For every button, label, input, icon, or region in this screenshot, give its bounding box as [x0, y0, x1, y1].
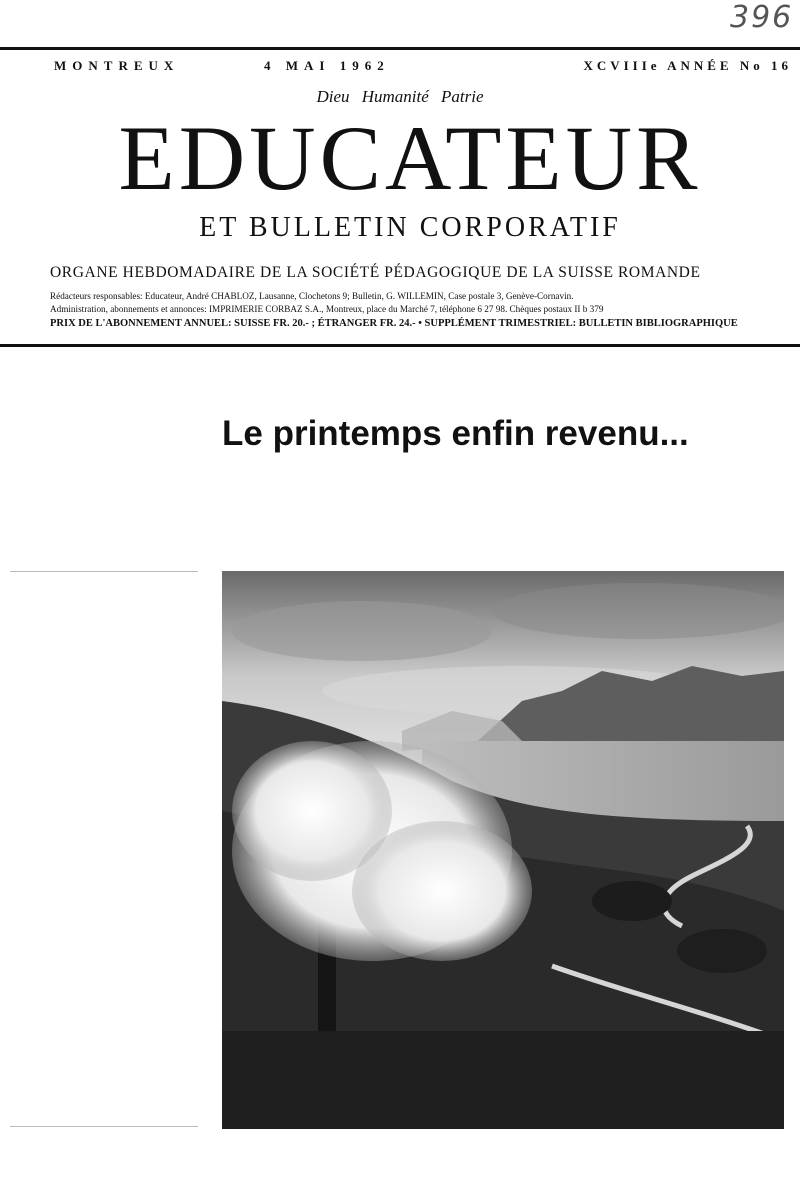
blossom-crown — [352, 821, 532, 961]
issue-date: 4 MAI 1962 — [264, 58, 390, 73]
price-line: PRIX DE L'ABONNEMENT ANNUEL: SUISSE FR. 20.- ; ÉTRANGER FR. 24.- • SUPPLÉMENT TRIMESTRIEL: BULLETIN BIBLIOGRAPHIQUE — [50, 318, 738, 329]
organ-line: ORGANE HEBDOMADAIRE DE LA SOCIÉTÉ PÉDAGOGIQUE DE LA SUISSE ROMANDE — [50, 264, 701, 281]
masthead-title: EDUCATEUR — [118, 107, 702, 209]
left-margin-line-bottom — [10, 1126, 198, 1127]
top-rule — [0, 47, 800, 50]
bottom-rule — [0, 344, 800, 347]
city-label: MONTREUX — [54, 58, 180, 73]
article-headline: Le printemps enfin revenu... — [222, 414, 689, 453]
handwritten-page-number: 396 — [730, 0, 794, 35]
cloud — [492, 583, 784, 639]
masthead-subtitle: ET BULLETIN CORPORATIF — [199, 212, 621, 243]
spring-landscape-photo — [222, 571, 784, 1129]
issue-number: XCVIIIe ANNÉE No 16 — [583, 58, 792, 73]
photo-illustration — [222, 571, 784, 1129]
admin-line: Administration, abonnements et annonces: IMPRIMERIE CORBAZ S.A., Montreux, place du Marché 7, téléphone 6 27 98. Chèques postaux II b 379 — [50, 304, 604, 314]
foreground-grass — [222, 1031, 784, 1129]
left-margin-line-top — [10, 571, 198, 572]
orchard-tree — [592, 881, 672, 921]
cloud — [232, 601, 492, 661]
orchard-tree — [677, 929, 767, 973]
editors-line: Rédacteurs responsables: Educateur, André CHABLOZ, Lausanne, Clochetons 9; Bulletin, G. WILLEMIN, Case postale 3, Genève-Cornavin. — [50, 291, 574, 301]
motto: Dieu Humanité Patrie — [316, 87, 484, 106]
